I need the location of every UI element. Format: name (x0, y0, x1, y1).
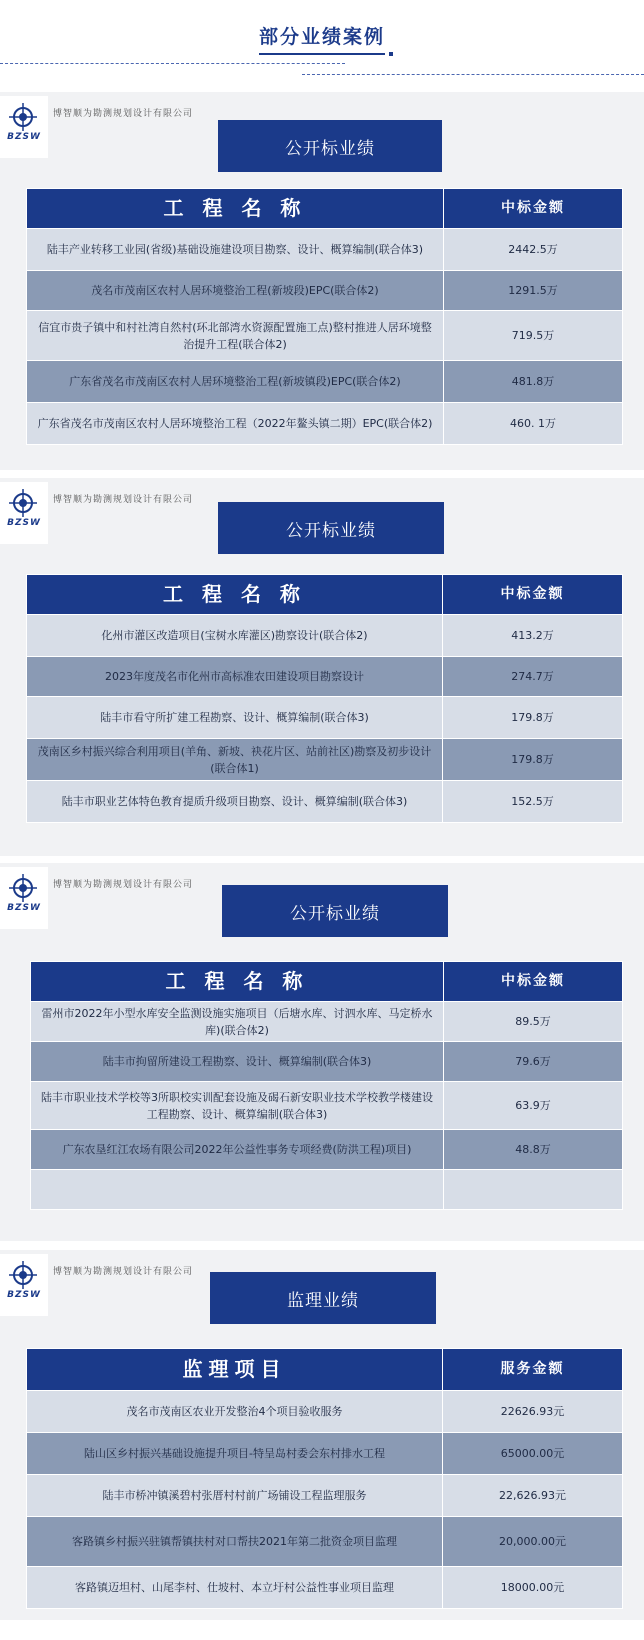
logo-text: BZSW (7, 1290, 41, 1300)
compass-logo-icon (8, 873, 38, 903)
table-row (27, 1475, 623, 1517)
column-header-amount: 中标金额 (444, 189, 623, 229)
project-name-cell: 陆山区乡村振兴基础设施提升项目-特呈岛村委会东村排水工程 (27, 1433, 443, 1475)
column-header-amount: 中标金额 (444, 962, 623, 1002)
project-name-cell: 茂名市茂南区农业开发整治4个项目验收服务 (27, 1391, 443, 1433)
column-header-name: 工 程 名 称 (31, 962, 444, 1002)
amount-cell: 22,626.93元 (443, 1475, 623, 1517)
company-logo (0, 1254, 48, 1316)
table-row (27, 1391, 623, 1433)
divider-left (0, 63, 345, 64)
table-row (27, 403, 623, 445)
logo-text: BZSW (7, 132, 41, 142)
company-name: 博智顺为勘测规划设计有限公司 (53, 109, 194, 119)
compass-logo-icon (8, 102, 38, 132)
divider-right (302, 74, 644, 75)
page-title-text: 部分业绩案例 (259, 22, 385, 55)
table-row (27, 271, 623, 311)
project-name-cell: 陆丰市职业艺体特色教育提质升级项目勘察、设计、概算编制(联合体3) (27, 781, 443, 823)
compass-logo-icon (8, 488, 38, 518)
column-header-name: 工 程 名 称 (27, 189, 444, 229)
amount-cell: 481.8万 (444, 361, 623, 403)
amount-cell: 20,000.00元 (443, 1517, 623, 1567)
amount-cell: 460. 1万 (444, 403, 623, 445)
table-row (27, 1433, 623, 1475)
project-name-cell: 陆丰产业转移工业园(省级)基础设施建设项目勘察、设计、概算编制(联合体3) (27, 229, 444, 271)
amount-cell: 413.2万 (443, 615, 623, 657)
performance-table (26, 574, 623, 823)
amount-cell: 63.9万 (444, 1082, 623, 1130)
table-row (31, 1130, 623, 1170)
project-name-cell: 广东省茂名市茂南区农村人居环境整治工程(新坡镇段)EPC(联合体2) (27, 361, 444, 403)
table-row (27, 657, 623, 697)
section-banner: 公开标业绩 (218, 502, 444, 554)
company-logo (0, 96, 48, 158)
project-name-cell (31, 1170, 444, 1210)
table-row (27, 311, 623, 361)
project-name-cell: 陆丰市职业技术学校等3所职校实训配套设施及碣石新安职业技术学校教学楼建设工程勘察、设计、概算编制(联合体3) (31, 1082, 444, 1130)
amount-cell: 2442.5万 (444, 229, 623, 271)
company-name: 博智顺为勘测规划设计有限公司 (53, 880, 194, 890)
project-name-cell: 茂南区乡村振兴综合利用项目(羊角、新坡、袂花片区、站前社区)勘察及初步设计(联合体1) (27, 739, 443, 781)
project-name-cell: 信宜市贵子镇中和村社湾自然村(环北部湾水资源配置施工点)整村推进人居环境整治提升工程(联合体2) (27, 311, 444, 361)
amount-cell: 179.8万 (443, 739, 623, 781)
amount-cell: 65000.00元 (443, 1433, 623, 1475)
project-name-cell: 陆丰市拘留所建设工程勘察、设计、概算编制(联合体3) (31, 1042, 444, 1082)
project-name-cell: 茂名市茂南区农村人居环境整治工程(新坡段)EPC(联合体2) (27, 271, 444, 311)
performance-table (26, 1348, 623, 1609)
project-name-cell: 化州市灌区改造项目(宝树水库灌区)勘察设计(联合体2) (27, 615, 443, 657)
table-row (27, 229, 623, 271)
performance-panel-2 (0, 478, 644, 856)
table-row (31, 1082, 623, 1130)
section-banner: 监理业绩 (210, 1272, 436, 1324)
section-banner: 公开标业绩 (222, 885, 448, 937)
amount-cell: 89.5万 (444, 1002, 623, 1042)
project-name-cell: 陆丰市桥冲镇溪碧村张厝村村前广场铺设工程监理服务 (27, 1475, 443, 1517)
project-name-cell: 广东省茂名市茂南区农村人居环境整治工程（2022年鳌头镇二期）EPC(联合体2) (27, 403, 444, 445)
company-name: 博智顺为勘测规划设计有限公司 (53, 1267, 194, 1277)
amount-cell: 179.8万 (443, 697, 623, 739)
page-title (0, 22, 644, 55)
column-header-name: 监理项目 (27, 1349, 443, 1391)
table-row (27, 361, 623, 403)
table-row (31, 1170, 623, 1210)
table-row (31, 1002, 623, 1042)
logo-text: BZSW (7, 518, 41, 528)
logo-text: BZSW (7, 903, 41, 913)
column-header-amount: 中标金额 (443, 575, 623, 615)
amount-cell: 22626.93元 (443, 1391, 623, 1433)
amount-cell: 274.7万 (443, 657, 623, 697)
amount-cell: 18000.00元 (443, 1567, 623, 1609)
project-name-cell: 陆丰市看守所扩建工程勘察、设计、概算编制(联合体3) (27, 697, 443, 739)
table-row (27, 697, 623, 739)
project-name-cell: 客路镇乡村振兴驻镇帮镇扶村对口帮扶2021年第二批资金项目监理 (27, 1517, 443, 1567)
table-row (27, 739, 623, 781)
amount-cell: 79.6万 (444, 1042, 623, 1082)
table-row (27, 615, 623, 657)
compass-logo-icon (8, 1260, 38, 1290)
performance-table (26, 188, 623, 445)
amount-cell: 48.8万 (444, 1130, 623, 1170)
amount-cell: 1291.5万 (444, 271, 623, 311)
table-row (27, 781, 623, 823)
project-name-cell: 2023年度茂名市化州市高标准农田建设项目勘察设计 (27, 657, 443, 697)
amount-cell: 719.5万 (444, 311, 623, 361)
performance-panel-4 (0, 1250, 644, 1620)
company-name: 博智顺为勘测规划设计有限公司 (53, 495, 194, 505)
table-row (27, 1567, 623, 1609)
amount-cell (444, 1170, 623, 1210)
table-row (27, 1517, 623, 1567)
company-logo (0, 867, 48, 929)
project-name-cell: 客路镇迈坦村、山尾李村、仕坡村、本立圩村公益性事业项目监理 (27, 1567, 443, 1609)
performance-panel-1 (0, 92, 644, 470)
project-name-cell: 广东农垦红江农场有限公司2022年公益性事务专项经费(防洪工程)项目) (31, 1130, 444, 1170)
performance-panel-3 (0, 863, 644, 1241)
section-banner: 公开标业绩 (218, 120, 442, 172)
column-header-amount: 服务金额 (443, 1349, 623, 1391)
amount-cell: 152.5万 (443, 781, 623, 823)
performance-table (30, 961, 623, 1210)
column-header-name: 工 程 名 称 (27, 575, 443, 615)
table-row (31, 1042, 623, 1082)
company-logo (0, 482, 48, 544)
project-name-cell: 雷州市2022年小型水库安全监测设施实施项目（后塘水库、讨泗水库、马定桥水库)(联合体2) (31, 1002, 444, 1042)
